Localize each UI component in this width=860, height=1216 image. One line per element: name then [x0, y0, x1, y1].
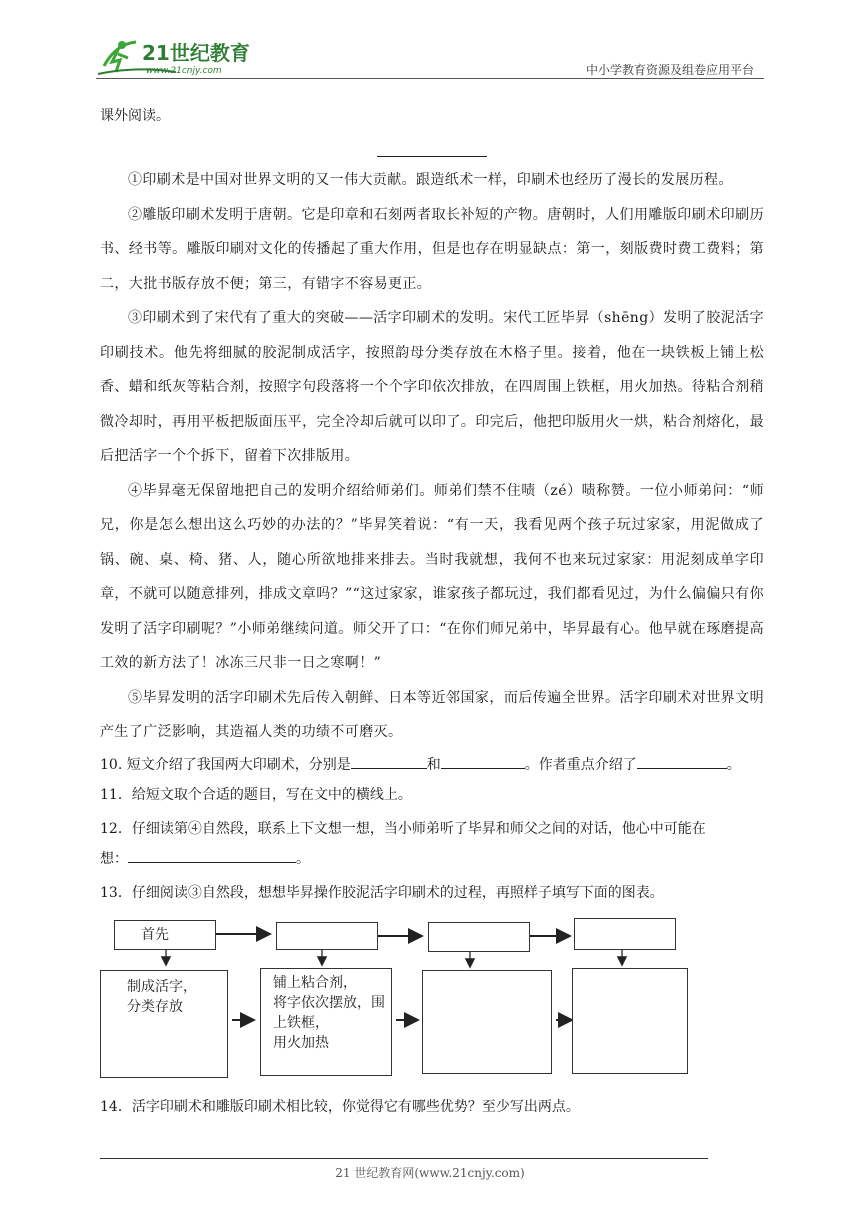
paragraph-2: ②雕版印刷术发明于唐朝。它是印章和石刻两者取长补短的产物。唐朝时，人们用雕版印刷术印刷历书、经书等。雕版印刷对文化的传播起了重大作用，但是也存在明显缺点：第一，刻版费时费工费料；第二，大批书版存放不便；第三，有错字不容易更正。: [100, 206, 764, 292]
paragraph-5: ⑤毕昇发明的活字印刷术先后传入朝鲜、日本等近邻国家，而后传遍全世界。活字印刷术对世界文明产生了广泛影响，其造福人类的功绩不可磨灭。: [100, 689, 764, 740]
step1-detail-box: 制成活字， 分类存放: [100, 970, 228, 1078]
step3-detail-blank[interactable]: [422, 970, 552, 1074]
step2-label-blank[interactable]: [276, 922, 378, 950]
question-14-block: [100, 1092, 764, 1122]
step4-label-blank[interactable]: [574, 918, 676, 950]
process-flowchart: [96, 912, 696, 1084]
question-12: 12．仔细读第④自然段，联系上下文想一想，当小师弟听了毕昇和师父之间的对话，他心中可能在 想： 。: [100, 820, 706, 867]
footer-divider: [100, 1158, 708, 1159]
title-blank: [377, 138, 487, 157]
question-11: 11．给短文取个合适的题目，写在文中的横线上。: [100, 786, 412, 803]
step1-label-box: 首先: [114, 920, 216, 950]
reading-content: [100, 96, 764, 908]
question-13: 13．仔细阅读③自然段，想想毕昇操作胶泥活字印刷术的过程，再照样子填写下面的图表。: [100, 884, 664, 901]
paragraph-4: ④毕昇毫无保留地把自己的发明介绍给师弟们。师弟们禁不住啧（zé）啧称赞。一位小师弟问：“师兄，你是怎么想出这么巧妙的办法的？”毕昇笑着说：“有一天，我看见两个孩子玩过家家，用泥做成了锅、碗、桌、椅、猪、人，随心所欲地排来排去。当时我就想，我何不也来玩过家家：用泥刻成单字印章，不就可以随意排列，排成文章吗？”“这过家家，谁家孩子都玩过，我们都看见过，为什么偏偏只有你发明了活字印刷呢？”小师弟继续问道。师父开了口：“在你们师兄弟中，毕昇最有心。他早就在琢磨提高工效的新方法了！冰冻三尺非一日之寒啊！”: [100, 482, 764, 671]
step2-detail-box: 铺上粘合剂， 将字依次摆放，围 上铁框， 用火加热: [260, 968, 392, 1076]
answer-blank: [128, 848, 296, 863]
page-footer: 21 世纪教育网(www.21cnjy.com): [335, 1166, 525, 1180]
svg-text:www.21cnjy.com: www.21cnjy.com: [146, 66, 222, 76]
paragraph-3: ③印刷术到了宋代有了重大的突破——活字印刷术的发明。宋代工匠毕昇（shēng）发明了胶泥活字印刷技术。他先将细腻的胶泥制成活字，按照韵母分类存放在木格子里。接着，他在一块铁板上铺上松香、蜡和纸灰等粘合剂，按照字句段落将一个个字印依次排放，在四周围上铁框，用火加热。待粘合剂稍微冷却时，再用平板把版面压平，完全冷却后就可以印了。印完后，他把印版用火一烘，粘合剂熔化，最后把活字一个个拆下，留着下次排版用。: [100, 310, 764, 464]
answer-blank: [637, 754, 727, 769]
logo-21cnjy: [96, 36, 266, 78]
header-divider: [96, 78, 764, 79]
step4-detail-blank[interactable]: [572, 968, 688, 1074]
question-14: 14．活字印刷术和雕版印刷术相比较，你觉得它有哪些优势？至少写出两点。: [100, 1099, 580, 1115]
svg-text:21世纪教育: 21世纪教育: [142, 41, 250, 65]
paragraph-1: ①印刷术是中国对世界文明的又一伟大贡献。跟造纸术一样，印刷术也经历了漫长的发展历程。: [128, 172, 733, 188]
section-title: 课外阅读。: [100, 108, 170, 124]
question-10: 10. 短文介绍了我国两大印刷术，分别是 和 。作者重点介绍了 。: [100, 750, 764, 780]
answer-blank: [441, 754, 525, 769]
platform-name: 中小学教育资源及组卷应用平台: [585, 63, 754, 77]
page-header: [96, 36, 760, 80]
step3-label-blank[interactable]: [428, 922, 530, 952]
answer-blank: [351, 754, 427, 769]
